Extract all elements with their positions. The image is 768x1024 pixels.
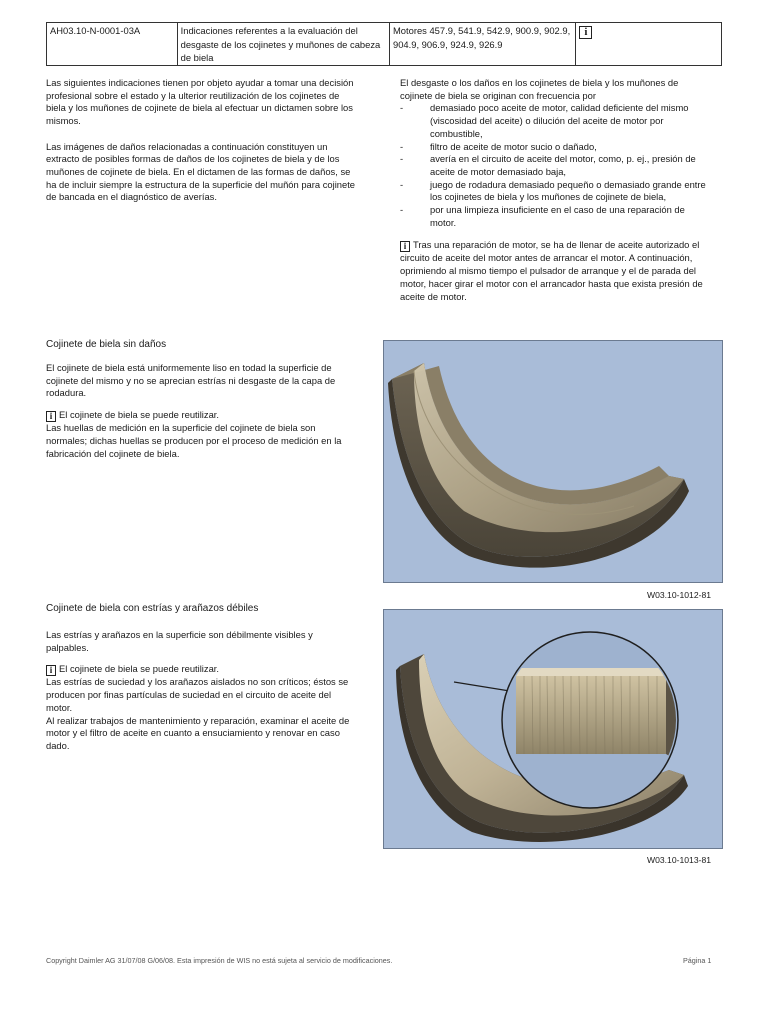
list-item — [400, 141, 712, 154]
causes-note-text: Tras una reparación de motor, se ha de llenar de aceite autorizado el circuito de aceite del motor antes de arrancar el motor. A continuación, oprimiendo al mismo tiempo el pulsador de arranque y el de parada del motor, hacer girar el motor con el arrancador hasta que exista presión de aceite de motor. — [400, 239, 703, 302]
list-dash: - — [400, 140, 404, 152]
section-1-note-body: Las huellas de medición en la superficie del cojinete de biela son normales; dichas huellas se producen por el proceso de medición en la fabricación del cojinete de biela. — [46, 422, 342, 459]
intro-paragraph-2: Las imágenes de daños relacionadas a continuación constituyen un extracto de posibles formas de daños de los cojinetes de biela y de los muñones de cojinete de biela. En el dictamen de las formas de daños, se ha de incluir siempre la estructura de la superficie del muñón para cojinete de bancada en el diagnóstico de averías. — [46, 140, 356, 203]
causes-lead: El desgaste o los daños en los cojinetes de biela y los muñones de cojinete de biela se originan con frecuencia por — [400, 77, 679, 101]
list-dash: - — [400, 153, 404, 165]
doc-title: Indicaciones referentes a la evaluación del desgaste de los cojinetes y muñones de cabeza de biela — [180, 25, 381, 63]
list-dash: - — [400, 102, 404, 114]
section-1-text — [46, 362, 352, 460]
causes-block — [400, 77, 712, 303]
engines-cell — [390, 23, 576, 65]
info-icon: i — [46, 411, 56, 422]
footer-page-number: Página 1 — [683, 956, 712, 965]
causes-note — [400, 239, 712, 303]
section-2-text — [46, 629, 352, 753]
cause-item-2: filtro de aceite de motor sucio o dañado, — [430, 140, 597, 152]
engines-list: Motores 457.9, 541.9, 542.9, 900.9, 902.9, 904.9, 906.9, 924.9, 926.9 — [392, 25, 571, 50]
section-1-heading: Cojinete de biela sin daños — [46, 339, 167, 350]
doc-id-cell — [47, 23, 178, 65]
cause-item-1: demasiado poco aceite de motor, calidad deficiente del mismo (viscosidad del aceite) o dilución del aceite de motor por combustible, — [430, 102, 689, 139]
section-1-note-line: El cojinete de biela se puede reutilizar. — [59, 409, 219, 421]
intro-paragraph-1: Las siguientes indicaciones tienen por objeto ayudar a tomar una decisión profesional sobre el estado y la ulterior reutilización de los cojinetes de biela y los muñones de cojinete de biela al efectuar un dictamen sobre los mismos. — [46, 77, 354, 127]
cause-item-4: juego de rodadura demasiado pequeño o demasiado grande entre los cojinetes de biela y los muñones de cojinete de biela, — [430, 178, 706, 203]
section-2-paragraph: Las estrías y arañazos en la superficie son débilmente visibles y palpables. — [46, 629, 313, 653]
info-icon: i — [46, 665, 56, 676]
figure-1-caption: W03.10-1012-81 — [647, 590, 712, 600]
info-icon: i — [400, 241, 410, 252]
list-item — [400, 102, 712, 140]
section-1-paragraph: El cojinete de biela está uniformemente liso en todad la superficie de cojinete del mismo y no se aprecian estrías ni desgaste de la capa de rodadura. — [46, 362, 336, 399]
doc-title-cell — [178, 23, 390, 65]
list-dash: - — [400, 178, 404, 190]
bearing-shell-illustration — [384, 341, 722, 582]
cause-item-5: por una limpieza insuficiente en el caso de una reparación de motor. — [430, 204, 685, 228]
section-2-note-body-1: Las estrías de suciedad y los arañazos aislados no son críticos; éstos se producen por finas partículas de suciedad en el circuito de aceite del motor. — [46, 676, 349, 713]
list-item — [400, 179, 712, 204]
list-item — [400, 204, 712, 229]
info-icon: i — [579, 26, 592, 39]
header-table — [46, 22, 722, 66]
figure-bearing-scratched — [383, 609, 723, 849]
section-1-note — [46, 409, 352, 422]
cause-item-3: avería en el circuito de aceite del motor, como, p. ej., presión de aceite de motor demasiado baja, — [430, 153, 696, 177]
list-item — [400, 153, 712, 178]
figure-2-caption: W03.10-1013-81 — [647, 855, 712, 865]
section-2-heading: Cojinete de biela con estrías y arañazos débiles — [46, 603, 259, 614]
list-dash: - — [400, 204, 404, 216]
doc-id: AH03.10-N-0001-03A — [50, 25, 141, 36]
section-2-note — [46, 663, 352, 676]
intro-text — [46, 77, 361, 204]
bearing-shell-illustration — [384, 610, 722, 848]
figure-bearing-undamaged — [383, 340, 723, 583]
info-cell — [576, 23, 721, 65]
section-2-note-line: El cojinete de biela se puede reutilizar. — [59, 663, 219, 675]
footer-copyright: Copyright Daimler AG 31/07/08 G/06/08. Esta impresión de WIS no está sujeta al servicio de modificaciones. — [46, 956, 393, 965]
section-2-note-body-2: Al realizar trabajos de mantenimiento y reparación, examinar el aceite de motor y el filtro de aceite en cuanto a ensuciamiento y renovar en caso dado. — [46, 714, 350, 751]
